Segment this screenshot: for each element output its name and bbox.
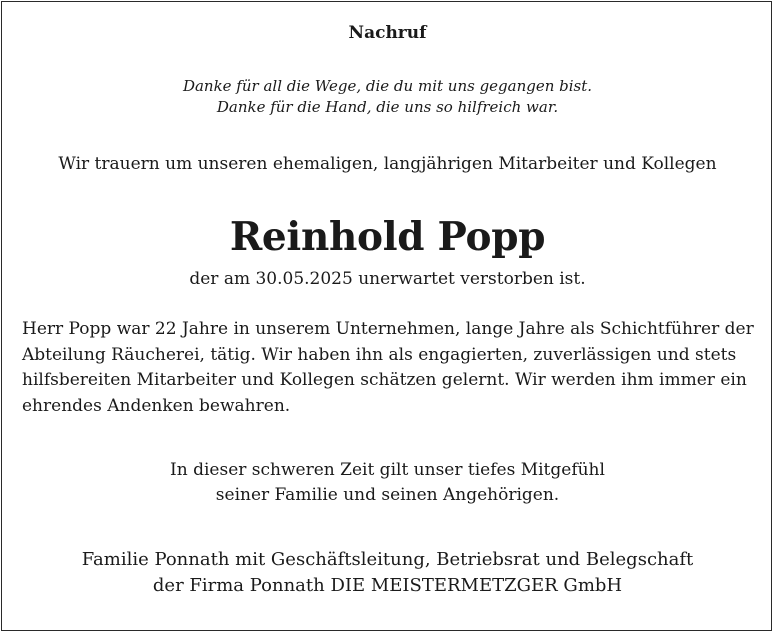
signature-line: der Firma Ponnath DIE MEISTERMETZGER GmbH bbox=[152, 575, 623, 596]
paragraph-line: ehrendes Andenken bewahren. bbox=[22, 395, 291, 416]
paragraph-line: Herr Popp war 22 Jahre in unserem Unternehmen, lange Jahre als Schichtführer der bbox=[22, 319, 754, 339]
paragraph-line: hilfsbereiten Mitarbeiter und Kollegen schätzen gelernt. Wir werden ihm immer ein bbox=[22, 370, 747, 390]
quote-line: Danke für die Hand, die uns so hilfreich war. bbox=[216, 98, 559, 116]
intro-text: Wir trauern um unseren ehemaligen, langjährigen Mitarbeiter und Kollegen bbox=[58, 154, 717, 174]
condolence-line: In dieser schweren Zeit gilt unser tiefes Mitgefühl bbox=[170, 460, 605, 480]
notice-heading: Nachruf bbox=[348, 23, 427, 43]
signature-line: Familie Ponnath mit Geschäftsleitung, Betriebsrat und Belegschaft bbox=[81, 549, 694, 570]
signature-block bbox=[0, 547, 775, 599]
condolence-text bbox=[0, 458, 775, 508]
condolence-line: seiner Familie und seinen Angehörigen. bbox=[215, 485, 560, 505]
quote-line: Danke für all die Wege, die du mit uns gegangen bist. bbox=[182, 77, 593, 95]
memorial-quote bbox=[0, 76, 775, 118]
death-date-line: der am 30.05.2025 unerwartet verstorben ist. bbox=[189, 269, 586, 289]
paragraph-line: Abteilung Räucherei, tätig. Wir haben ihn als engagierten, zuverlässigen und stets bbox=[22, 344, 737, 365]
tribute-paragraph bbox=[22, 317, 757, 419]
deceased-name: Reinhold Popp bbox=[229, 214, 546, 260]
